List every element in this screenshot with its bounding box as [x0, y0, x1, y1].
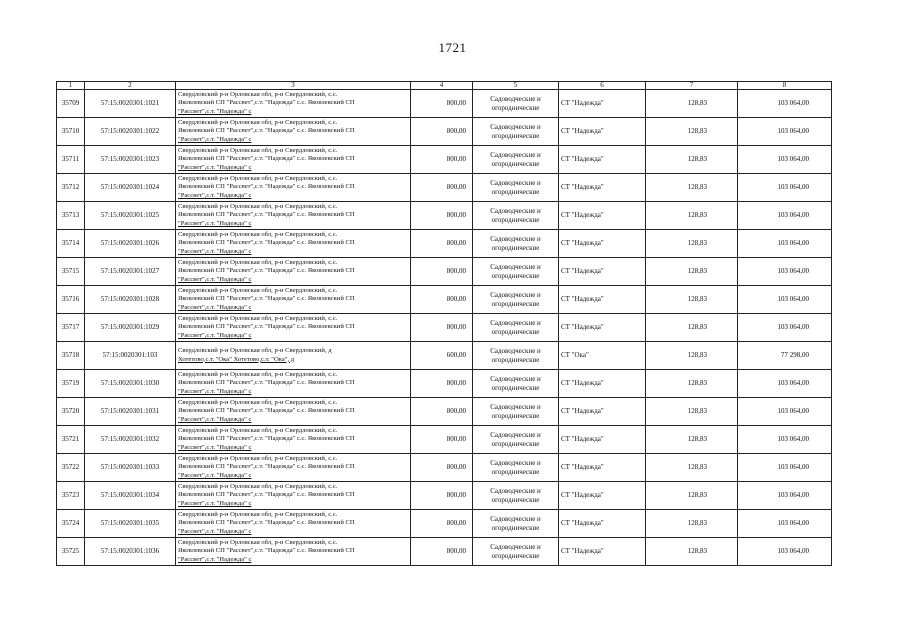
address-line: "Рассвет",с.т. "Надежда" с — [178, 135, 252, 143]
cadastral-number: 57:15:0020301:1030 — [85, 370, 176, 398]
address-cell — [176, 202, 411, 230]
cadastral-registry-table — [56, 81, 832, 566]
owner-name: СТ "Надежда" — [559, 286, 646, 314]
land-use-line: Садоводческие и — [490, 514, 541, 523]
address-line: Яковлевский СП "Рассвет",с.т. "Надежда" с.с. Яковлевский СП — [178, 407, 355, 415]
owner-name: СТ "Надежда" — [559, 538, 646, 566]
area-value: 800,00 — [411, 314, 473, 342]
land-use-line: Садоводческие и — [490, 430, 541, 439]
table-row — [57, 174, 832, 202]
cadastral-number: 57:15:0020301:1035 — [85, 510, 176, 538]
address-cell — [176, 230, 411, 258]
land-use-line: огороднические — [491, 467, 540, 476]
record-number: 35723 — [57, 482, 85, 510]
address-cell — [176, 118, 411, 146]
area-value: 800,00 — [411, 174, 473, 202]
owner-name: СТ "Надежда" — [559, 258, 646, 286]
address-line: Яковлевский СП "Рассвет",с.т. "Надежда" с.с. Яковлевский СП — [178, 155, 355, 163]
address-line: Свердловский р-н Орловская обл, р-н Свердловский, с.с. — [178, 538, 338, 546]
specific-value-rate: 128,83 — [646, 426, 738, 454]
land-use-cell — [473, 146, 559, 174]
table-body — [57, 90, 832, 566]
land-use-line: Садоводческие и — [490, 262, 541, 271]
address-cell — [176, 90, 411, 118]
land-use-line: огороднические — [491, 215, 540, 224]
address-line: Свердловский р-н Орловская обл, р-н Свердловский, с.с. — [178, 258, 338, 266]
land-use-line: огороднические — [491, 411, 540, 420]
table-row — [57, 426, 832, 454]
land-use-cell — [473, 454, 559, 482]
area-value: 800,00 — [411, 202, 473, 230]
record-number: 35718 — [57, 342, 85, 370]
address-line: "Рассвет",с.т. "Надежда" с — [178, 471, 252, 479]
area-value: 800,00 — [411, 90, 473, 118]
address-line: Яковлевский СП "Рассвет",с.т. "Надежда" с.с. Яковлевский СП — [178, 99, 355, 107]
land-use-line: огороднические — [491, 523, 540, 532]
land-use-line: огороднические — [491, 271, 540, 280]
land-use-cell — [473, 90, 559, 118]
owner-name: СТ "Надежда" — [559, 202, 646, 230]
cadastral-number: 57:15:0020301:1023 — [85, 146, 176, 174]
owner-name: СТ "Надежда" — [559, 370, 646, 398]
land-use-line: огороднические — [491, 243, 540, 252]
cadastral-value: 103 064,00 — [738, 398, 832, 426]
specific-value-rate: 128,83 — [646, 174, 738, 202]
cadastral-value: 103 064,00 — [738, 482, 832, 510]
cadastral-number: 57:15:0020301:1029 — [85, 314, 176, 342]
land-use-line: Садоводческие и — [490, 486, 541, 495]
cadastral-value: 103 064,00 — [738, 90, 832, 118]
land-use-cell — [473, 538, 559, 566]
address-line: Свердловский р-н Орловская обл, р-н Свердловский, с.с. — [178, 202, 338, 210]
specific-value-rate: 128,83 — [646, 230, 738, 258]
table-row — [57, 118, 832, 146]
cadastral-number: 57:15:0020301:1025 — [85, 202, 176, 230]
address-cell — [176, 398, 411, 426]
record-number: 35709 — [57, 90, 85, 118]
area-value: 800,00 — [411, 482, 473, 510]
address-line: "Рассвет",с.т. "Надежда" с — [178, 107, 252, 115]
table-row — [57, 510, 832, 538]
owner-name: СТ "Надежда" — [559, 118, 646, 146]
land-use-line: Садоводческие и — [490, 402, 541, 411]
address-line: Яковлевский СП "Рассвет",с.т. "Надежда" с.с. Яковлевский СП — [178, 491, 355, 499]
owner-name: СТ "Надежда" — [559, 454, 646, 482]
address-line: Яковлевский СП "Рассвет",с.т. "Надежда" с.с. Яковлевский СП — [178, 127, 355, 135]
address-line: "Рассвет",с.т. "Надежда" с — [178, 555, 252, 563]
record-number: 35716 — [57, 286, 85, 314]
land-use-line: огороднические — [491, 495, 540, 504]
specific-value-rate: 128,83 — [646, 510, 738, 538]
cadastral-number: 57:15:0020301:1033 — [85, 454, 176, 482]
address-cell — [176, 482, 411, 510]
cadastral-value: 103 064,00 — [738, 258, 832, 286]
address-line: Свердловский р-н Орловская обл, р-н Свердловский, с.с. — [178, 454, 338, 462]
column-number-header: 7 — [646, 82, 738, 90]
column-number-header: 5 — [473, 82, 559, 90]
land-use-line: Садоводческие и — [490, 178, 541, 187]
address-line: Свердловский р-н Орловская обл, р-н Свердловский, с.с. — [178, 230, 338, 238]
land-use-line: Садоводческие и — [490, 290, 541, 299]
land-use-line: огороднические — [491, 327, 540, 336]
area-value: 800,00 — [411, 510, 473, 538]
address-line: Свердловский р-н Орловская обл, р-н Свердловский, д — [178, 346, 332, 354]
record-number: 35711 — [57, 146, 85, 174]
owner-name: СТ "Надежда" — [559, 314, 646, 342]
table-row — [57, 370, 832, 398]
land-use-cell — [473, 370, 559, 398]
cadastral-value: 103 064,00 — [738, 454, 832, 482]
address-line: Свердловский р-н Орловская обл, р-н Свердловский, с.с. — [178, 426, 338, 434]
area-value: 800,00 — [411, 146, 473, 174]
cadastral-value: 103 064,00 — [738, 118, 832, 146]
land-use-line: огороднические — [491, 103, 540, 112]
cadastral-number: 57:15:0020301:1026 — [85, 230, 176, 258]
column-number-header: 3 — [176, 82, 411, 90]
owner-name: СТ "Надежда" — [559, 230, 646, 258]
address-cell — [176, 510, 411, 538]
address-line: "Рассвет",с.т. "Надежда" с — [178, 415, 252, 423]
cadastral-value: 103 064,00 — [738, 174, 832, 202]
owner-name: СТ "Надежда" — [559, 90, 646, 118]
address-line: Свердловский р-н Орловская обл, р-н Свердловский, с.с. — [178, 482, 338, 490]
specific-value-rate: 128,83 — [646, 146, 738, 174]
area-value: 800,00 — [411, 370, 473, 398]
column-number-header: 8 — [738, 82, 832, 90]
cadastral-number: 57:15:0020301:103 — [85, 342, 176, 370]
address-line: Свердловский р-н Орловская обл, р-н Свердловский, с.с. — [178, 510, 338, 518]
address-line: Яковлевский СП "Рассвет",с.т. "Надежда" с.с. Яковлевский СП — [178, 519, 355, 527]
cadastral-number: 57:15:0020301:1021 — [85, 90, 176, 118]
area-value: 800,00 — [411, 398, 473, 426]
cadastral-value: 103 064,00 — [738, 230, 832, 258]
land-use-cell — [473, 174, 559, 202]
address-line: Свердловский р-н Орловская обл, р-н Свердловский, с.с. — [178, 398, 338, 406]
land-use-cell — [473, 230, 559, 258]
address-line: Яковлевский СП "Рассвет",с.т. "Надежда" с.с. Яковлевский СП — [178, 239, 355, 247]
address-line: Свердловский р-н Орловская обл, р-н Свердловский, с.с. — [178, 174, 338, 182]
land-use-cell — [473, 426, 559, 454]
address-cell — [176, 258, 411, 286]
land-use-line: огороднические — [491, 551, 540, 560]
cadastral-value: 103 064,00 — [738, 146, 832, 174]
table-row — [57, 258, 832, 286]
address-line: Яковлевский СП "Рассвет",с.т. "Надежда" с.с. Яковлевский СП — [178, 435, 355, 443]
address-line: Яковлевский СП "Рассвет",с.т. "Надежда" с.с. Яковлевский СП — [178, 295, 355, 303]
specific-value-rate: 128,83 — [646, 286, 738, 314]
table-row — [57, 538, 832, 566]
specific-value-rate: 128,83 — [646, 482, 738, 510]
owner-name: СТ "Надежда" — [559, 398, 646, 426]
record-number: 35710 — [57, 118, 85, 146]
address-line: "Рассвет",с.т. "Надежда" с — [178, 191, 252, 199]
cadastral-number: 57:15:0020301:1028 — [85, 286, 176, 314]
address-line: Свердловский р-н Орловская обл, р-н Свердловский, с.с. — [178, 286, 338, 294]
column-number-header-row — [57, 82, 832, 90]
table-row — [57, 454, 832, 482]
table-row — [57, 482, 832, 510]
address-line: "Рассвет",с.т. "Надежда" с — [178, 527, 252, 535]
cadastral-value: 103 064,00 — [738, 202, 832, 230]
cadastral-value: 103 064,00 — [738, 370, 832, 398]
land-use-line: огороднические — [491, 383, 540, 392]
land-use-line: огороднические — [491, 439, 540, 448]
table-row — [57, 286, 832, 314]
address-line: Яковлевский СП "Рассвет",с.т. "Надежда" с.с. Яковлевский СП — [178, 379, 355, 387]
address-line: "Рассвет",с.т. "Надежда" с — [178, 443, 252, 451]
specific-value-rate: 128,83 — [646, 90, 738, 118]
address-line: "Рассвет",с.т. "Надежда" с — [178, 163, 252, 171]
area-value: 800,00 — [411, 230, 473, 258]
table-row — [57, 230, 832, 258]
address-cell — [176, 370, 411, 398]
specific-value-rate: 128,83 — [646, 118, 738, 146]
area-value: 600,00 — [411, 342, 473, 370]
cadastral-value: 77 298,00 — [738, 342, 832, 370]
address-line: Яковлевский СП "Рассвет",с.т. "Надежда" с.с. Яковлевский СП — [178, 463, 355, 471]
specific-value-rate: 128,83 — [646, 314, 738, 342]
land-use-cell — [473, 202, 559, 230]
land-use-line: Садоводческие и — [490, 318, 541, 327]
specific-value-rate: 128,83 — [646, 538, 738, 566]
cadastral-value: 103 064,00 — [738, 286, 832, 314]
address-line: Свердловский р-н Орловская обл, р-н Свердловский, с.с. — [178, 118, 338, 126]
address-cell — [176, 538, 411, 566]
land-use-line: Садоводческие и — [490, 346, 541, 355]
owner-name: СТ "Надежда" — [559, 146, 646, 174]
address-line: Яковлевский СП "Рассвет",с.т. "Надежда" с.с. Яковлевский СП — [178, 323, 355, 331]
specific-value-rate: 128,83 — [646, 202, 738, 230]
land-use-line: Садоводческие и — [490, 458, 541, 467]
land-use-line: Садоводческие и — [490, 542, 541, 551]
address-line: "Рассвет",с.т. "Надежда" с — [178, 499, 252, 507]
table-row — [57, 342, 832, 370]
land-use-cell — [473, 314, 559, 342]
area-value: 800,00 — [411, 286, 473, 314]
area-value: 800,00 — [411, 118, 473, 146]
land-use-line: Садоводческие и — [490, 374, 541, 383]
address-line: Свердловский р-н Орловская обл, р-н Свердловский, с.с. — [178, 90, 338, 98]
owner-name: СТ "Надежда" — [559, 174, 646, 202]
land-use-line: огороднические — [491, 159, 540, 168]
address-line: Яковлевский СП "Рассвет",с.т. "Надежда" с.с. Яковлевский СП — [178, 267, 355, 275]
cadastral-number: 57:15:0020301:1022 — [85, 118, 176, 146]
record-number: 35713 — [57, 202, 85, 230]
land-use-cell — [473, 118, 559, 146]
record-number: 35721 — [57, 426, 85, 454]
column-number-header: 4 — [411, 82, 473, 90]
cadastral-number: 57:15:0020301:1031 — [85, 398, 176, 426]
cadastral-number: 57:15:0020301:1024 — [85, 174, 176, 202]
table-row — [57, 202, 832, 230]
record-number: 35720 — [57, 398, 85, 426]
address-cell — [176, 314, 411, 342]
record-number: 35712 — [57, 174, 85, 202]
land-use-cell — [473, 342, 559, 370]
record-number: 35725 — [57, 538, 85, 566]
address-cell — [176, 286, 411, 314]
owner-name: СТ "Надежда" — [559, 510, 646, 538]
land-use-line: Садоводческие и — [490, 150, 541, 159]
address-line: Свердловский р-н Орловская обл, р-н Свердловский, с.с. — [178, 314, 338, 322]
address-line: "Рассвет",с.т. "Надежда" с — [178, 219, 252, 227]
specific-value-rate: 128,83 — [646, 398, 738, 426]
address-line: Яковлевский СП "Рассвет",с.т. "Надежда" с.с. Яковлевский СП — [178, 547, 355, 555]
cadastral-value: 103 064,00 — [738, 510, 832, 538]
cadastral-value: 103 064,00 — [738, 314, 832, 342]
address-line: "Рассвет",с.т. "Надежда" с — [178, 303, 252, 311]
column-number-header: 2 — [85, 82, 176, 90]
record-number: 35722 — [57, 454, 85, 482]
land-use-line: Садоводческие и — [490, 234, 541, 243]
table-row — [57, 398, 832, 426]
land-use-line: огороднические — [491, 131, 540, 140]
address-line: Свердловский р-н Орловская обл, р-н Свердловский, с.с. — [178, 146, 338, 154]
cadastral-number: 57:15:0020301:1036 — [85, 538, 176, 566]
address-cell — [176, 146, 411, 174]
record-number: 35715 — [57, 258, 85, 286]
owner-name: СТ "Надежда" — [559, 426, 646, 454]
specific-value-rate: 128,83 — [646, 342, 738, 370]
land-use-line: Садоводческие и — [490, 94, 541, 103]
specific-value-rate: 128,83 — [646, 370, 738, 398]
land-use-line: огороднические — [491, 187, 540, 196]
land-use-cell — [473, 398, 559, 426]
land-use-line: Садоводческие и — [490, 122, 541, 131]
area-value: 800,00 — [411, 538, 473, 566]
address-cell — [176, 454, 411, 482]
cadastral-number: 57:15:0020301:1034 — [85, 482, 176, 510]
record-number: 35714 — [57, 230, 85, 258]
address-line: Свердловский р-н Орловская обл, р-н Свердловский, с.с. — [178, 370, 338, 378]
table-row — [57, 146, 832, 174]
address-line: Яковлевский СП "Рассвет",с.т. "Надежда" с.с. Яковлевский СП — [178, 183, 355, 191]
address-line: "Рассвет",с.т. "Надежда" с — [178, 387, 252, 395]
record-number: 35719 — [57, 370, 85, 398]
table-row — [57, 90, 832, 118]
address-cell — [176, 174, 411, 202]
cadastral-number: 57:15:0020301:1027 — [85, 258, 176, 286]
land-use-line: огороднические — [491, 355, 540, 364]
address-cell — [176, 426, 411, 454]
land-use-cell — [473, 286, 559, 314]
area-value: 800,00 — [411, 426, 473, 454]
area-value: 800,00 — [411, 454, 473, 482]
page-number: 1721 — [438, 40, 467, 55]
cadastral-value: 103 064,00 — [738, 426, 832, 454]
land-use-line: огороднические — [491, 299, 540, 308]
address-line: Хотетово,с.т. "Ока" Хотетово,с.т. "Ока", д — [178, 355, 295, 363]
address-line: "Рассвет",с.т. "Надежда" с — [178, 275, 252, 283]
owner-name: СТ "Надежда" — [559, 482, 646, 510]
address-line: "Рассвет",с.т. "Надежда" с — [178, 247, 252, 255]
area-value: 800,00 — [411, 258, 473, 286]
table-row — [57, 314, 832, 342]
land-use-cell — [473, 258, 559, 286]
column-number-header: 6 — [559, 82, 646, 90]
specific-value-rate: 128,83 — [646, 454, 738, 482]
record-number: 35717 — [57, 314, 85, 342]
address-cell — [176, 342, 411, 370]
specific-value-rate: 128,83 — [646, 258, 738, 286]
cadastral-number: 57:15:0020301:1032 — [85, 426, 176, 454]
address-line: "Рассвет",с.т. "Надежда" с — [178, 331, 252, 339]
land-use-cell — [473, 482, 559, 510]
column-number-header: 1 — [57, 82, 85, 90]
land-use-cell — [473, 510, 559, 538]
cadastral-value: 103 064,00 — [738, 538, 832, 566]
owner-name: СТ "Ока" — [559, 342, 646, 370]
address-line: Яковлевский СП "Рассвет",с.т. "Надежда" с.с. Яковлевский СП — [178, 211, 355, 219]
record-number: 35724 — [57, 510, 85, 538]
land-use-line: Садоводческие и — [490, 206, 541, 215]
